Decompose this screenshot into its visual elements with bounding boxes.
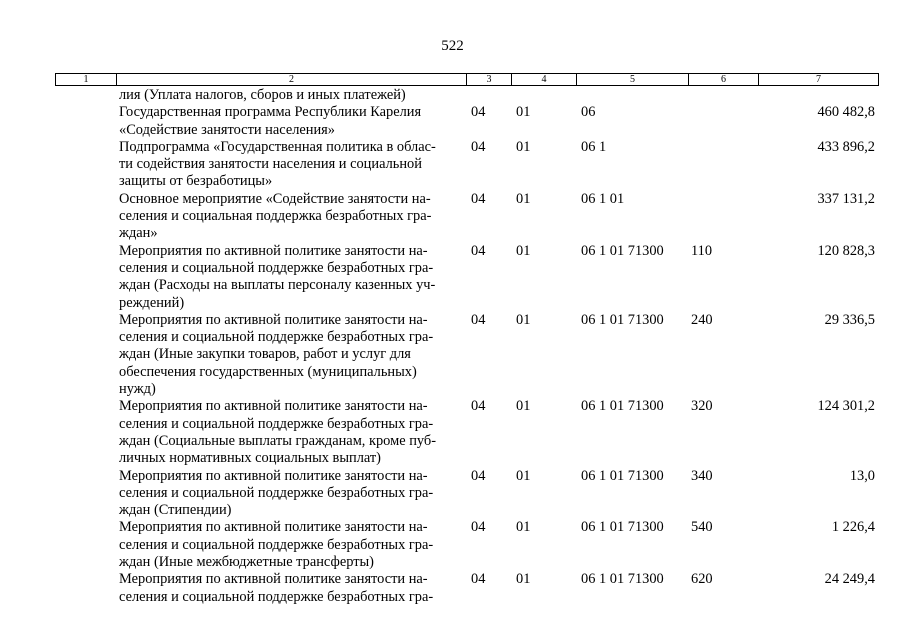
amount: 337 131,2 — [817, 190, 875, 207]
amount: 433 896,2 — [817, 138, 875, 155]
description-line: обеспечения государственных (муниципальных) — [119, 363, 417, 380]
description-line: ждан (Стипендии) — [119, 502, 232, 519]
section-code: 04 — [471, 311, 486, 328]
amount: 120 828,3 — [817, 242, 875, 259]
subsection-code: 01 — [516, 104, 531, 121]
description-line: нужд) — [119, 381, 156, 398]
target-article-code: 06 — [581, 104, 596, 121]
expense-type-code: 340 — [691, 467, 713, 484]
row-description — [119, 571, 461, 606]
row-description — [119, 468, 461, 520]
column-header-5: 5 — [576, 74, 688, 85]
description-line: ждан (Иные межбюджетные трансферты) — [119, 554, 374, 571]
description-line: Мероприятия по активной политике занятости на- — [119, 398, 428, 415]
table-row — [0, 398, 905, 467]
column-header-2: 2 — [116, 74, 466, 85]
target-article-code: 06 1 01 71300 — [581, 571, 664, 588]
description-line: Подпрограмма «Государственная политика в облас- — [119, 138, 436, 155]
subsection-code: 01 — [516, 138, 531, 155]
subsection-code: 01 — [516, 398, 531, 415]
expense-type-code: 110 — [691, 242, 713, 259]
table-row — [0, 87, 905, 104]
description-line: Мероприятия по активной политике занятости на- — [119, 519, 428, 536]
description-line: ждан (Иные закупки товаров, работ и услуг для — [119, 346, 411, 363]
subsection-code: 01 — [516, 571, 531, 588]
column-header-4: 4 — [511, 74, 576, 85]
description-line: лия (Уплата налогов, сборов и иных платежей) — [119, 87, 406, 103]
row-description — [119, 312, 461, 398]
description-line: селения и социальной поддержке безработных гра- — [119, 484, 434, 501]
table-row — [0, 468, 905, 520]
description-line: реждений) — [119, 294, 185, 311]
amount: 124 301,2 — [817, 398, 875, 415]
section-code: 04 — [471, 138, 486, 155]
expense-type-code: 540 — [691, 519, 713, 536]
table-body — [0, 87, 905, 606]
subsection-code: 01 — [516, 311, 531, 328]
row-description — [119, 191, 461, 243]
description-line: селения и социальной поддержке безработных гра- — [119, 536, 434, 553]
column-header-3: 3 — [466, 74, 511, 85]
subsection-code: 01 — [516, 467, 531, 484]
section-code: 04 — [471, 519, 486, 536]
description-line: селения и социальной поддержке безработных гра- — [119, 588, 434, 605]
subsection-code: 01 — [516, 242, 531, 259]
description-line: селения и социальной поддержке безработных гра- — [119, 415, 434, 432]
target-article-code: 06 1 01 71300 — [581, 311, 664, 328]
expense-type-code: 620 — [691, 571, 713, 588]
table-row — [0, 571, 905, 606]
row-description — [119, 139, 461, 191]
table-row — [0, 243, 905, 312]
row-description — [119, 243, 461, 312]
amount: 29 336,5 — [824, 311, 875, 328]
description-line: селения и социальной поддержке безработных гра- — [119, 259, 434, 276]
description-line: «Содействие занятости населения» — [119, 121, 335, 138]
target-article-code: 06 1 01 71300 — [581, 467, 664, 484]
description-line: Мероприятия по активной политике занятости на- — [119, 242, 428, 259]
section-code: 04 — [471, 571, 486, 588]
target-article-code: 06 1 01 71300 — [581, 519, 664, 536]
target-article-code: 06 1 — [581, 138, 607, 155]
section-code: 04 — [471, 467, 486, 484]
target-article-code: 06 1 01 71300 — [581, 398, 664, 415]
table-row — [0, 104, 905, 139]
description-line: ждан» — [119, 225, 158, 242]
description-line: Мероприятия по активной политике занятости на- — [119, 311, 428, 328]
section-code: 04 — [471, 104, 486, 121]
description-line: селения и социальной поддержке безработных гра- — [119, 329, 434, 346]
table-row — [0, 191, 905, 243]
row-description — [119, 519, 461, 571]
description-line: селения и социальная поддержка безработных гра- — [119, 208, 432, 225]
section-code: 04 — [471, 242, 486, 259]
page-number: 522 — [441, 38, 464, 54]
description-line: ждан (Социальные выплаты гражданам, кроме пуб- — [119, 432, 437, 449]
amount: 1 226,4 — [831, 519, 875, 536]
column-header-1: 1 — [83, 74, 89, 85]
subsection-code: 01 — [516, 519, 531, 536]
target-article-code: 06 1 01 — [581, 190, 625, 207]
section-code: 04 — [471, 398, 486, 415]
description-line: Основное мероприятие «Содействие занятости на- — [119, 190, 431, 207]
table-row — [0, 139, 905, 191]
amount: 460 482,8 — [817, 104, 875, 121]
column-header-7: 7 — [758, 74, 878, 85]
expense-type-code: 320 — [691, 398, 713, 415]
amount: 13,0 — [849, 467, 875, 484]
expense-type-code: 240 — [691, 311, 713, 328]
description-line: ти содействия занятости населения и социальной — [119, 156, 422, 173]
description-line: ждан (Расходы на выплаты персоналу казенных уч- — [119, 277, 436, 294]
amount: 24 249,4 — [824, 571, 875, 588]
target-article-code: 06 1 01 71300 — [581, 242, 664, 259]
section-code: 04 — [471, 190, 486, 207]
table-row — [0, 312, 905, 398]
description-line: Мероприятия по активной политике занятости на- — [119, 571, 428, 588]
subsection-code: 01 — [516, 190, 531, 207]
table-header-row — [55, 73, 879, 86]
description-line: личных нормативных социальных выплат) — [119, 450, 381, 467]
column-header-6: 6 — [688, 74, 758, 85]
row-description — [119, 398, 461, 467]
description-line: Мероприятия по активной политике занятости на- — [119, 467, 428, 484]
description-line: защиты от безработицы» — [119, 173, 273, 190]
row-description — [119, 87, 461, 104]
row-description — [119, 104, 461, 139]
description-line: Государственная программа Республики Карелия — [119, 104, 422, 121]
table-row — [0, 519, 905, 571]
